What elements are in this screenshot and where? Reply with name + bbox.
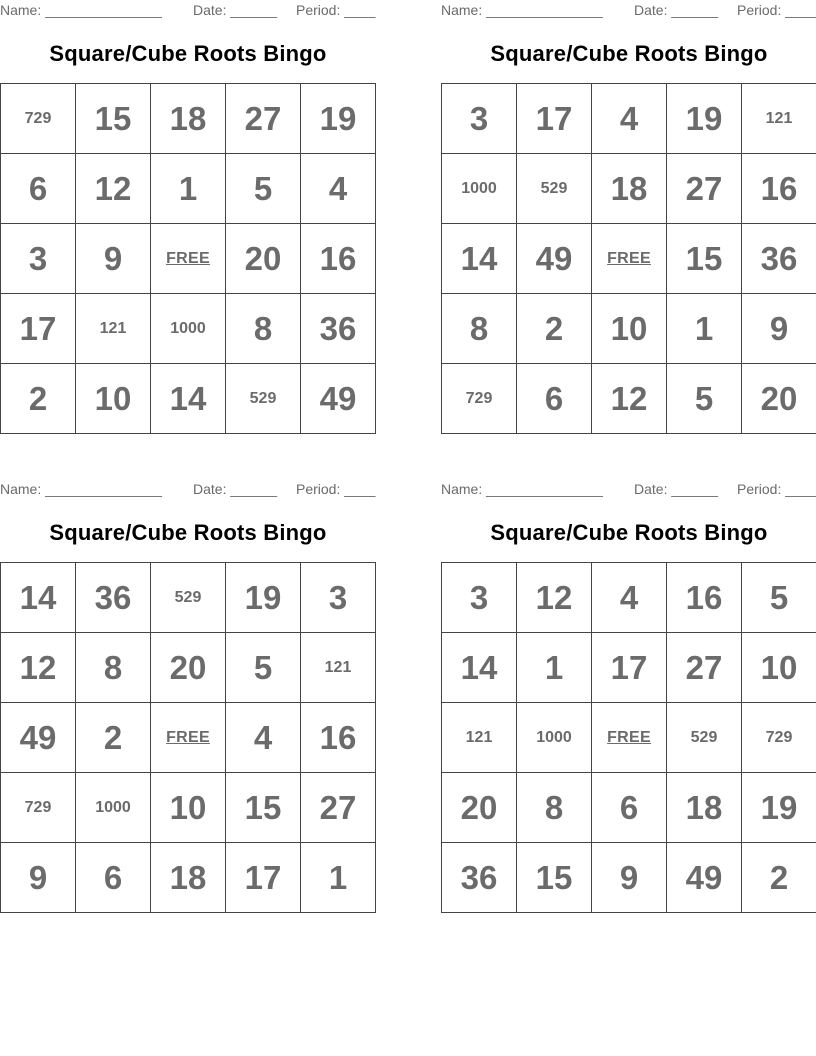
bingo-cell: 1000 bbox=[76, 773, 151, 843]
bingo-card-2 bbox=[441, 0, 816, 440]
bingo-cell: 16 bbox=[301, 703, 376, 773]
bingo-cell: 121 bbox=[76, 294, 151, 364]
bingo-cell: 19 bbox=[226, 563, 301, 633]
period-field: Period: ____ bbox=[737, 481, 816, 497]
bingo-card-1 bbox=[0, 0, 376, 440]
bingo-cell: 121 bbox=[742, 84, 816, 154]
bingo-cell: 18 bbox=[151, 843, 226, 913]
bingo-cell: 4 bbox=[592, 84, 667, 154]
bingo-cell: 529 bbox=[151, 563, 226, 633]
bingo-cell: 1000 bbox=[442, 154, 517, 224]
bingo-cell: 18 bbox=[592, 154, 667, 224]
bingo-cell: 8 bbox=[76, 633, 151, 703]
bingo-row bbox=[442, 294, 816, 364]
bingo-grid bbox=[0, 83, 376, 434]
student-info-line bbox=[0, 2, 376, 20]
bingo-cell: 19 bbox=[301, 84, 376, 154]
bingo-cell: 6 bbox=[592, 773, 667, 843]
bingo-cell: 36 bbox=[301, 294, 376, 364]
bingo-cell: 2 bbox=[1, 364, 76, 434]
bingo-row bbox=[442, 364, 816, 434]
bingo-card-4 bbox=[441, 479, 816, 919]
bingo-cell: 15 bbox=[517, 843, 592, 913]
bingo-row bbox=[1, 703, 376, 773]
bingo-cell: 49 bbox=[517, 224, 592, 294]
bingo-cell: 18 bbox=[667, 773, 742, 843]
free-space: FREE bbox=[592, 703, 667, 773]
bingo-cell: 1 bbox=[667, 294, 742, 364]
bingo-cell: 2 bbox=[76, 703, 151, 773]
bingo-cell: 14 bbox=[1, 563, 76, 633]
bingo-cell: 5 bbox=[742, 563, 816, 633]
bingo-cell: 14 bbox=[442, 224, 517, 294]
bingo-cell: 529 bbox=[517, 154, 592, 224]
bingo-cell: 121 bbox=[442, 703, 517, 773]
bingo-cell: 18 bbox=[151, 84, 226, 154]
bingo-cell: 10 bbox=[76, 364, 151, 434]
bingo-cell: 9 bbox=[76, 224, 151, 294]
bingo-cell: 3 bbox=[1, 224, 76, 294]
date-field: Date: ______ bbox=[193, 481, 278, 497]
bingo-cell: 4 bbox=[226, 703, 301, 773]
bingo-cell: 4 bbox=[301, 154, 376, 224]
bingo-cell: 49 bbox=[1, 703, 76, 773]
bingo-grid bbox=[441, 562, 816, 913]
bingo-cell: 12 bbox=[1, 633, 76, 703]
bingo-cell: 16 bbox=[742, 154, 816, 224]
card-title: Square/Cube Roots Bingo bbox=[49, 41, 327, 66]
bingo-cell: 17 bbox=[592, 633, 667, 703]
bingo-cell: 15 bbox=[667, 224, 742, 294]
free-space: FREE bbox=[151, 703, 226, 773]
bingo-cell: 17 bbox=[517, 84, 592, 154]
bingo-row bbox=[442, 154, 816, 224]
bingo-cell: 15 bbox=[226, 773, 301, 843]
bingo-cell: 729 bbox=[742, 703, 816, 773]
bingo-row bbox=[442, 703, 816, 773]
bingo-cell: 8 bbox=[226, 294, 301, 364]
period-field: Period: ____ bbox=[296, 481, 376, 497]
bingo-cell: 36 bbox=[442, 843, 517, 913]
bingo-cell: 5 bbox=[667, 364, 742, 434]
bingo-cell: 3 bbox=[442, 84, 517, 154]
date-field: Date: ______ bbox=[193, 2, 278, 18]
student-info-line bbox=[0, 481, 376, 499]
bingo-cell: 20 bbox=[742, 364, 816, 434]
bingo-cell: 19 bbox=[667, 84, 742, 154]
bingo-cell: 27 bbox=[667, 154, 742, 224]
date-field: Date: ______ bbox=[634, 481, 719, 497]
bingo-cell: 16 bbox=[667, 563, 742, 633]
name-field: Name: _______________ bbox=[0, 2, 162, 18]
period-field: Period: ____ bbox=[737, 2, 816, 18]
bingo-cell: 14 bbox=[442, 633, 517, 703]
bingo-cell: 20 bbox=[151, 633, 226, 703]
bingo-row bbox=[1, 633, 376, 703]
bingo-cell: 17 bbox=[1, 294, 76, 364]
bingo-row bbox=[1, 224, 376, 294]
bingo-cell: 6 bbox=[517, 364, 592, 434]
bingo-cell: 3 bbox=[301, 563, 376, 633]
date-field: Date: ______ bbox=[634, 2, 719, 18]
bingo-cell: 12 bbox=[517, 563, 592, 633]
bingo-cell: 4 bbox=[592, 563, 667, 633]
bingo-cell: 529 bbox=[226, 364, 301, 434]
bingo-cell: 6 bbox=[1, 154, 76, 224]
bingo-cell: 10 bbox=[742, 633, 816, 703]
bingo-cell: 729 bbox=[1, 773, 76, 843]
bingo-row bbox=[1, 843, 376, 913]
card-title: Square/Cube Roots Bingo bbox=[490, 520, 768, 545]
student-info-line bbox=[441, 2, 816, 20]
bingo-cell: 2 bbox=[517, 294, 592, 364]
free-space: FREE bbox=[151, 224, 226, 294]
student-info-line bbox=[441, 481, 816, 499]
name-field: Name: _______________ bbox=[441, 2, 603, 18]
bingo-cell: 8 bbox=[517, 773, 592, 843]
bingo-cell: 20 bbox=[226, 224, 301, 294]
bingo-cell: 2 bbox=[742, 843, 816, 913]
bingo-cell: 1 bbox=[301, 843, 376, 913]
bingo-cell: 15 bbox=[76, 84, 151, 154]
bingo-row bbox=[1, 364, 376, 434]
bingo-cell: 1000 bbox=[151, 294, 226, 364]
bingo-row bbox=[442, 843, 816, 913]
bingo-cell: 1 bbox=[151, 154, 226, 224]
bingo-cell: 1000 bbox=[517, 703, 592, 773]
bingo-cell: 49 bbox=[667, 843, 742, 913]
bingo-cell: 36 bbox=[742, 224, 816, 294]
bingo-row bbox=[1, 563, 376, 633]
bingo-cell: 27 bbox=[301, 773, 376, 843]
bingo-card-3 bbox=[0, 479, 376, 919]
bingo-cell: 10 bbox=[592, 294, 667, 364]
bingo-grid bbox=[441, 83, 816, 434]
bingo-cell: 3 bbox=[442, 563, 517, 633]
card-title: Square/Cube Roots Bingo bbox=[49, 520, 327, 545]
bingo-row bbox=[442, 773, 816, 843]
bingo-grid bbox=[0, 562, 376, 913]
bingo-cell: 8 bbox=[442, 294, 517, 364]
bingo-cell: 9 bbox=[1, 843, 76, 913]
name-field: Name: _______________ bbox=[441, 481, 603, 497]
bingo-cell: 5 bbox=[226, 633, 301, 703]
bingo-cell: 6 bbox=[76, 843, 151, 913]
bingo-cell: 49 bbox=[301, 364, 376, 434]
bingo-row bbox=[1, 84, 376, 154]
bingo-cell: 9 bbox=[742, 294, 816, 364]
bingo-cell: 12 bbox=[76, 154, 151, 224]
period-field: Period: ____ bbox=[296, 2, 376, 18]
bingo-cell: 529 bbox=[667, 703, 742, 773]
bingo-row bbox=[1, 294, 376, 364]
bingo-cell: 17 bbox=[226, 843, 301, 913]
bingo-cell: 121 bbox=[301, 633, 376, 703]
bingo-cell: 729 bbox=[1, 84, 76, 154]
bingo-row bbox=[442, 224, 816, 294]
bingo-cell: 5 bbox=[226, 154, 301, 224]
bingo-cell: 36 bbox=[76, 563, 151, 633]
free-space: FREE bbox=[592, 224, 667, 294]
name-field: Name: _______________ bbox=[0, 481, 162, 497]
bingo-row bbox=[442, 633, 816, 703]
bingo-row bbox=[1, 154, 376, 224]
bingo-row bbox=[442, 84, 816, 154]
card-title: Square/Cube Roots Bingo bbox=[490, 41, 768, 66]
bingo-cell: 9 bbox=[592, 843, 667, 913]
bingo-cell: 10 bbox=[151, 773, 226, 843]
bingo-cell: 27 bbox=[667, 633, 742, 703]
bingo-cell: 16 bbox=[301, 224, 376, 294]
bingo-row bbox=[1, 773, 376, 843]
bingo-cell: 12 bbox=[592, 364, 667, 434]
bingo-cell: 27 bbox=[226, 84, 301, 154]
bingo-cell: 1 bbox=[517, 633, 592, 703]
bingo-row bbox=[442, 563, 816, 633]
bingo-cell: 14 bbox=[151, 364, 226, 434]
bingo-cell: 20 bbox=[442, 773, 517, 843]
bingo-cell: 19 bbox=[742, 773, 816, 843]
bingo-cell: 729 bbox=[442, 364, 517, 434]
